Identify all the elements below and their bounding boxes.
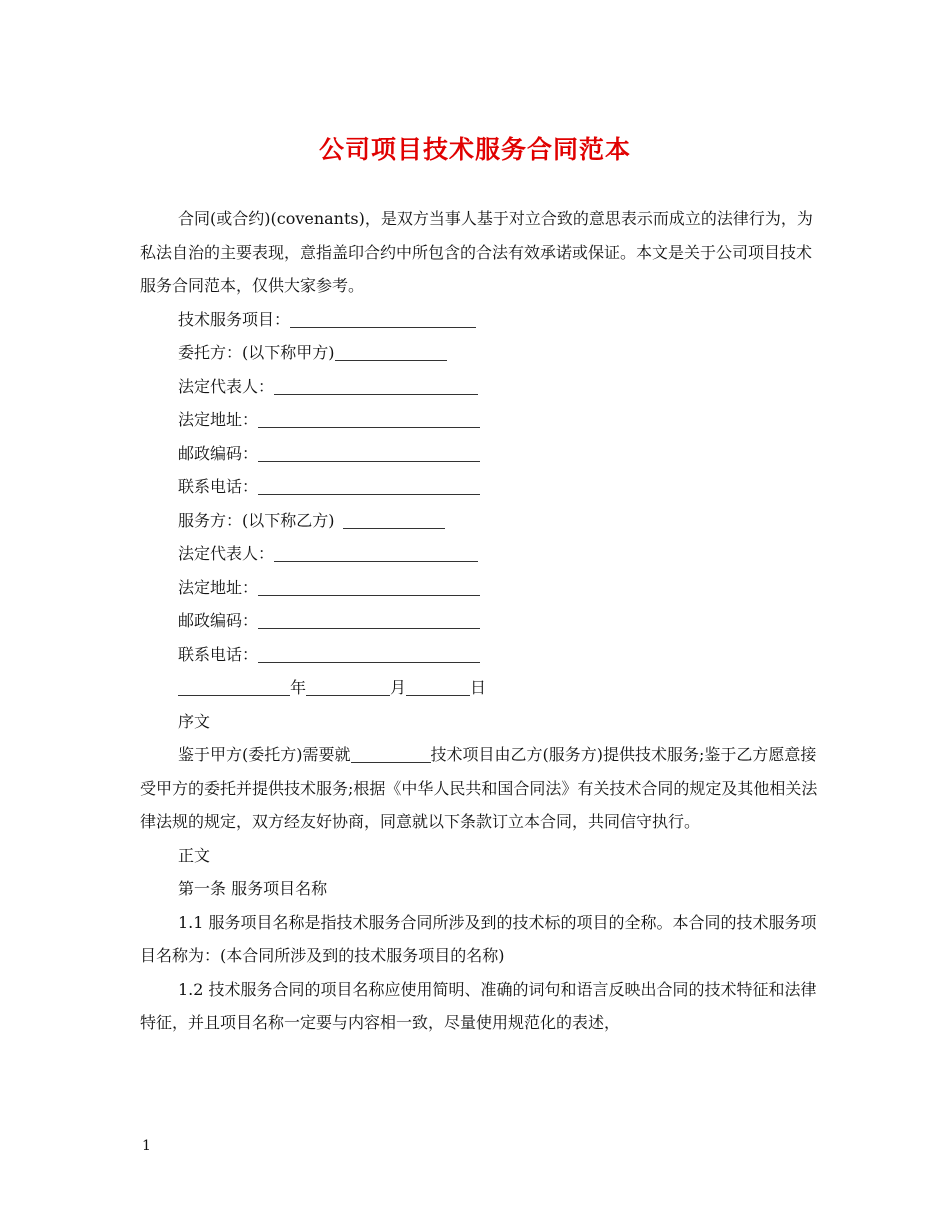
preface-paragraph: 鉴于甲方(委托方)需要就 技术项目由乙方(服务方)提供技术服务;鉴于乙方愿意接受甲方的委托并提供技术服务;根据《中华人民共和国合同法》有关技术合同的规定及其他相关法律法规的规定，双方经友好协商，同意就以下条款订立本合同，共同信守执行。 — [140, 745, 818, 831]
field-provider: 服务方：(以下称乙方) — [140, 504, 820, 538]
field-service-item: 技术服务项目： — [140, 303, 820, 337]
field-client-rep: 法定代表人： — [140, 370, 820, 404]
field-provider-phone: 联系电话： — [140, 638, 820, 672]
blank-line — [258, 610, 480, 629]
blank-line — [258, 409, 480, 428]
blank-line — [258, 443, 480, 462]
field-provider-addr: 法定地址： — [140, 571, 820, 605]
document-body — [140, 202, 820, 1040]
document-title: 公司项目技术服务合同范本 — [318, 135, 631, 164]
blank-line — [258, 476, 480, 495]
article-1-heading: 第一条 服务项目名称 — [178, 879, 328, 898]
field-provider-zip: 邮政编码： — [140, 604, 820, 638]
blank-line — [406, 677, 470, 696]
blank-line — [274, 543, 478, 562]
field-client-zip: 邮政编码： — [140, 437, 820, 471]
field-client: 委托方：(以下称甲方) — [140, 336, 820, 370]
main-heading: 正文 — [178, 845, 211, 865]
field-provider-rep: 法定代表人： — [140, 537, 820, 571]
blank-line — [343, 510, 445, 529]
field-client-addr: 法定地址： — [140, 403, 820, 437]
blank-line — [306, 677, 390, 696]
clause-1-2: 1.2 技术服务合同的项目名称应使用简明、准确的词句和语言反映出合同的技术特征和法律特征，并且项目名称一定要与内容相一致，尽量使用规范化的表述， — [140, 979, 817, 1032]
blank-line — [274, 376, 478, 395]
blank-line — [258, 644, 480, 663]
clause-1-1: 1.1 服务项目名称是指技术服务合同所涉及到的技术标的项目的全称。本合同的技术服务项目名称为：(本合同所涉及到的技术服务项目的名称) — [140, 912, 817, 965]
intro-paragraph: 合同(或合约)(covenants)，是双方当事人基于对立合致的意思表示而成立的法律行为，为私法自治的主要表现，意指盖印合约中所包含的合法有效承诺或保证。本文是关于公司项目技术服务合同范本，仅供大家参考。 — [140, 209, 813, 295]
blank-line — [351, 744, 431, 763]
field-client-phone: 联系电话： — [140, 470, 820, 504]
page-number: 1 — [142, 1138, 151, 1154]
preface-heading: 序文 — [178, 711, 211, 731]
blank-line — [178, 677, 290, 696]
date-line: 年 月 日 — [140, 671, 820, 705]
blank-line — [335, 342, 447, 361]
blank-line — [290, 309, 476, 328]
blank-line — [258, 577, 480, 596]
